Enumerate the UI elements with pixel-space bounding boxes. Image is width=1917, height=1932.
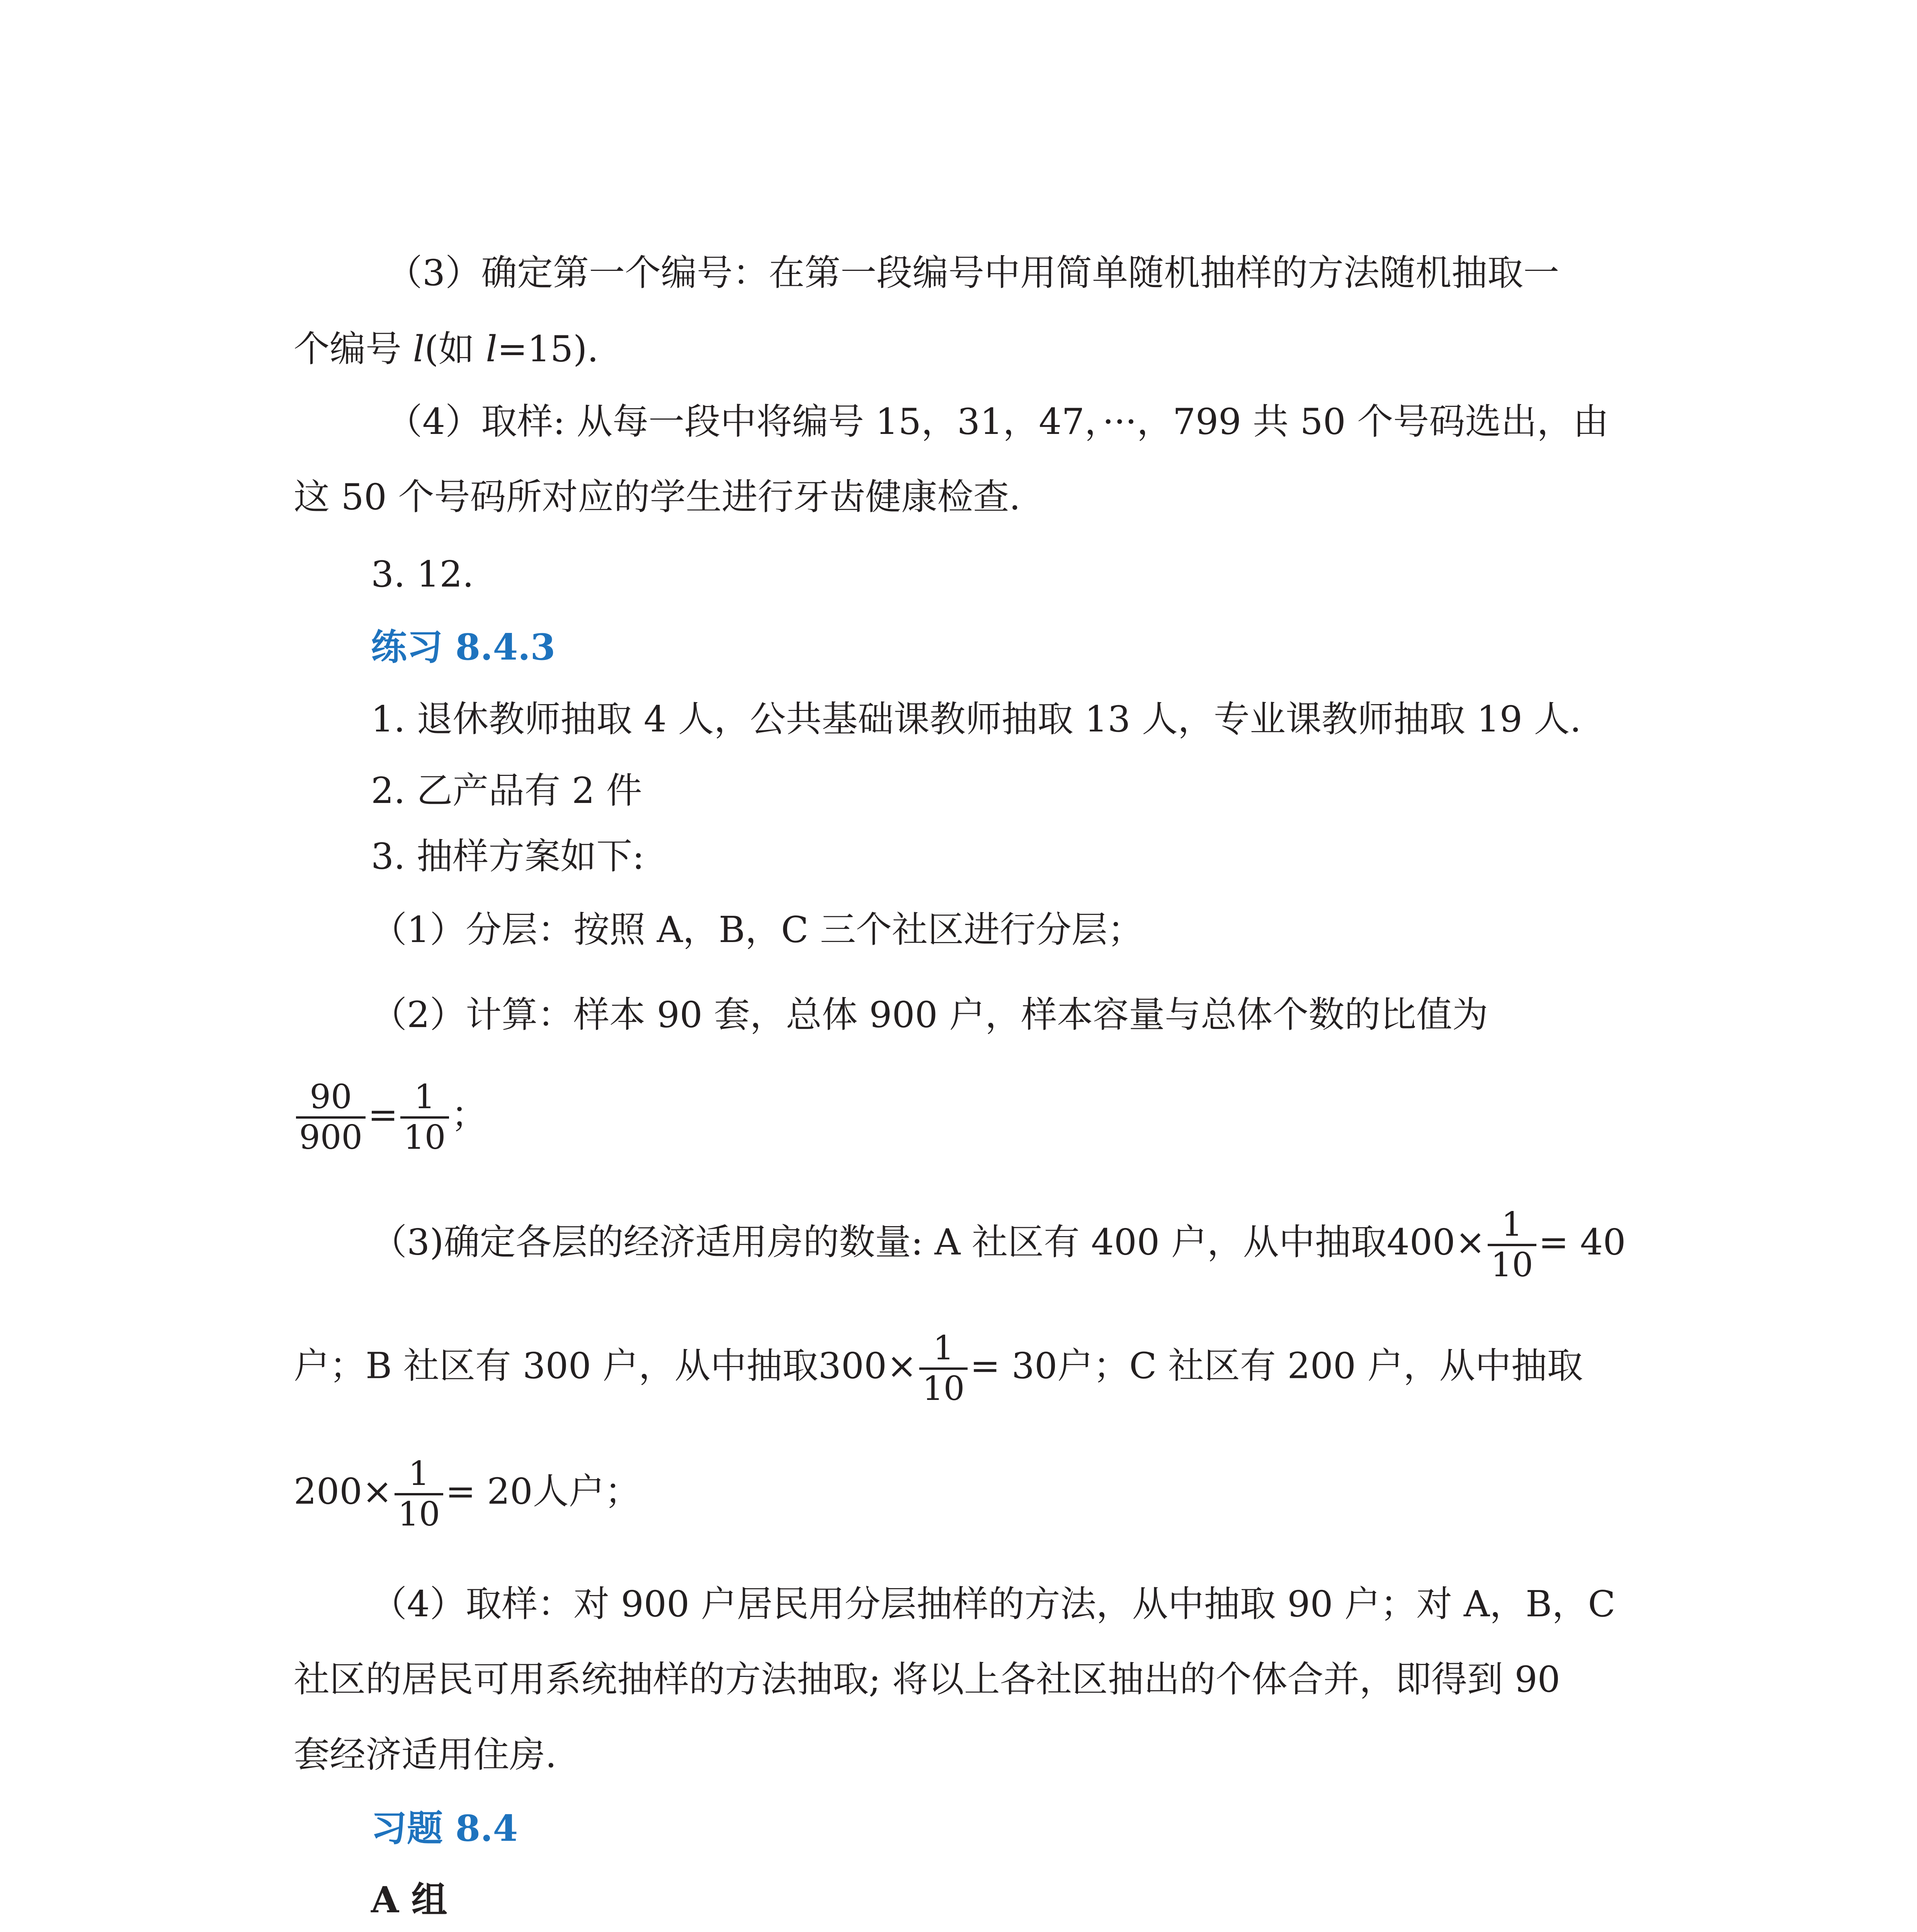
practice-item-3: 3. 抽样方案如下: [371, 835, 645, 877]
plan-step-2: （2）计算：样本 90 套，总体 900 户，样本容量与总体个数的比值为 [371, 994, 1488, 1036]
step3-line2: 个编号 l(如 l=15). [294, 328, 599, 370]
practice-item-1: 1. 退休教师抽取 4 人，公共基础课教师抽取 13 人，专业课教师抽取 19 人. [371, 698, 1582, 740]
answer-3: 3. 12. [371, 553, 474, 595]
plan-step-3-line2: 户；B 社区有 300 户，从中抽取300× $\frac{1}{10}$ = 30户；C 社区有 200 户，从中抽取 [294, 1329, 1583, 1408]
plan-step-4-line2: 社区的居民可用系统抽样的方法抽取; 将以上各社区抽出的个体合并，即得到 90 [294, 1658, 1560, 1700]
group-a-heading: A 组 [371, 1879, 447, 1921]
plan-step-3-line1: （3)确定各层的经济适用房的数量: A 社区有 400 户，从中抽取400× $\frac{1}{10}$ = 40 [371, 1205, 1626, 1284]
plan-step-1: （1）分层：按照 A，B，C 三个社区进行分层； [371, 909, 1143, 951]
fraction-1-10: $\frac{1}{10}$ [1488, 1206, 1536, 1284]
step4-line1: （4）取样: 从每一段中将编号 15，31，47，···，799 共 50 个号码选出，由 [386, 401, 1609, 442]
plan-step-4-line3: 套经济适用住房. [294, 1734, 557, 1776]
plan-step-4-line1: （4）取样：对 900 户居民用分层抽样的方法，从中抽取 90 户；对 A，B，C [371, 1583, 1616, 1625]
fraction-1-10: $\frac{1}{10}$ [919, 1329, 968, 1408]
practice-heading: 练习 8.4.3 [371, 626, 556, 668]
ratio-formula: $\frac{90}{900}$ = $\frac{1}{10}$ ； [294, 1078, 487, 1157]
exercise-heading: 习题 8.4 [371, 1807, 518, 1849]
plan-step-3-line3: 200× $\frac{1}{10}$ = 20人户； [294, 1454, 641, 1534]
fraction-90-900: $\frac{90}{900}$ [296, 1078, 366, 1157]
fraction-1-10: $\frac{1}{10}$ [395, 1455, 443, 1534]
step3-line1: （3）确定第一个编号：在第一段编号中用简单随机抽样的方法随机抽取一 [386, 252, 1560, 294]
fraction-1-10: $\frac{1}{10}$ [400, 1078, 449, 1157]
practice-item-2: 2. 乙产品有 2 件 [371, 770, 642, 811]
step4-line2: 这 50 个号码所对应的学生进行牙齿健康检查. [294, 476, 1021, 518]
